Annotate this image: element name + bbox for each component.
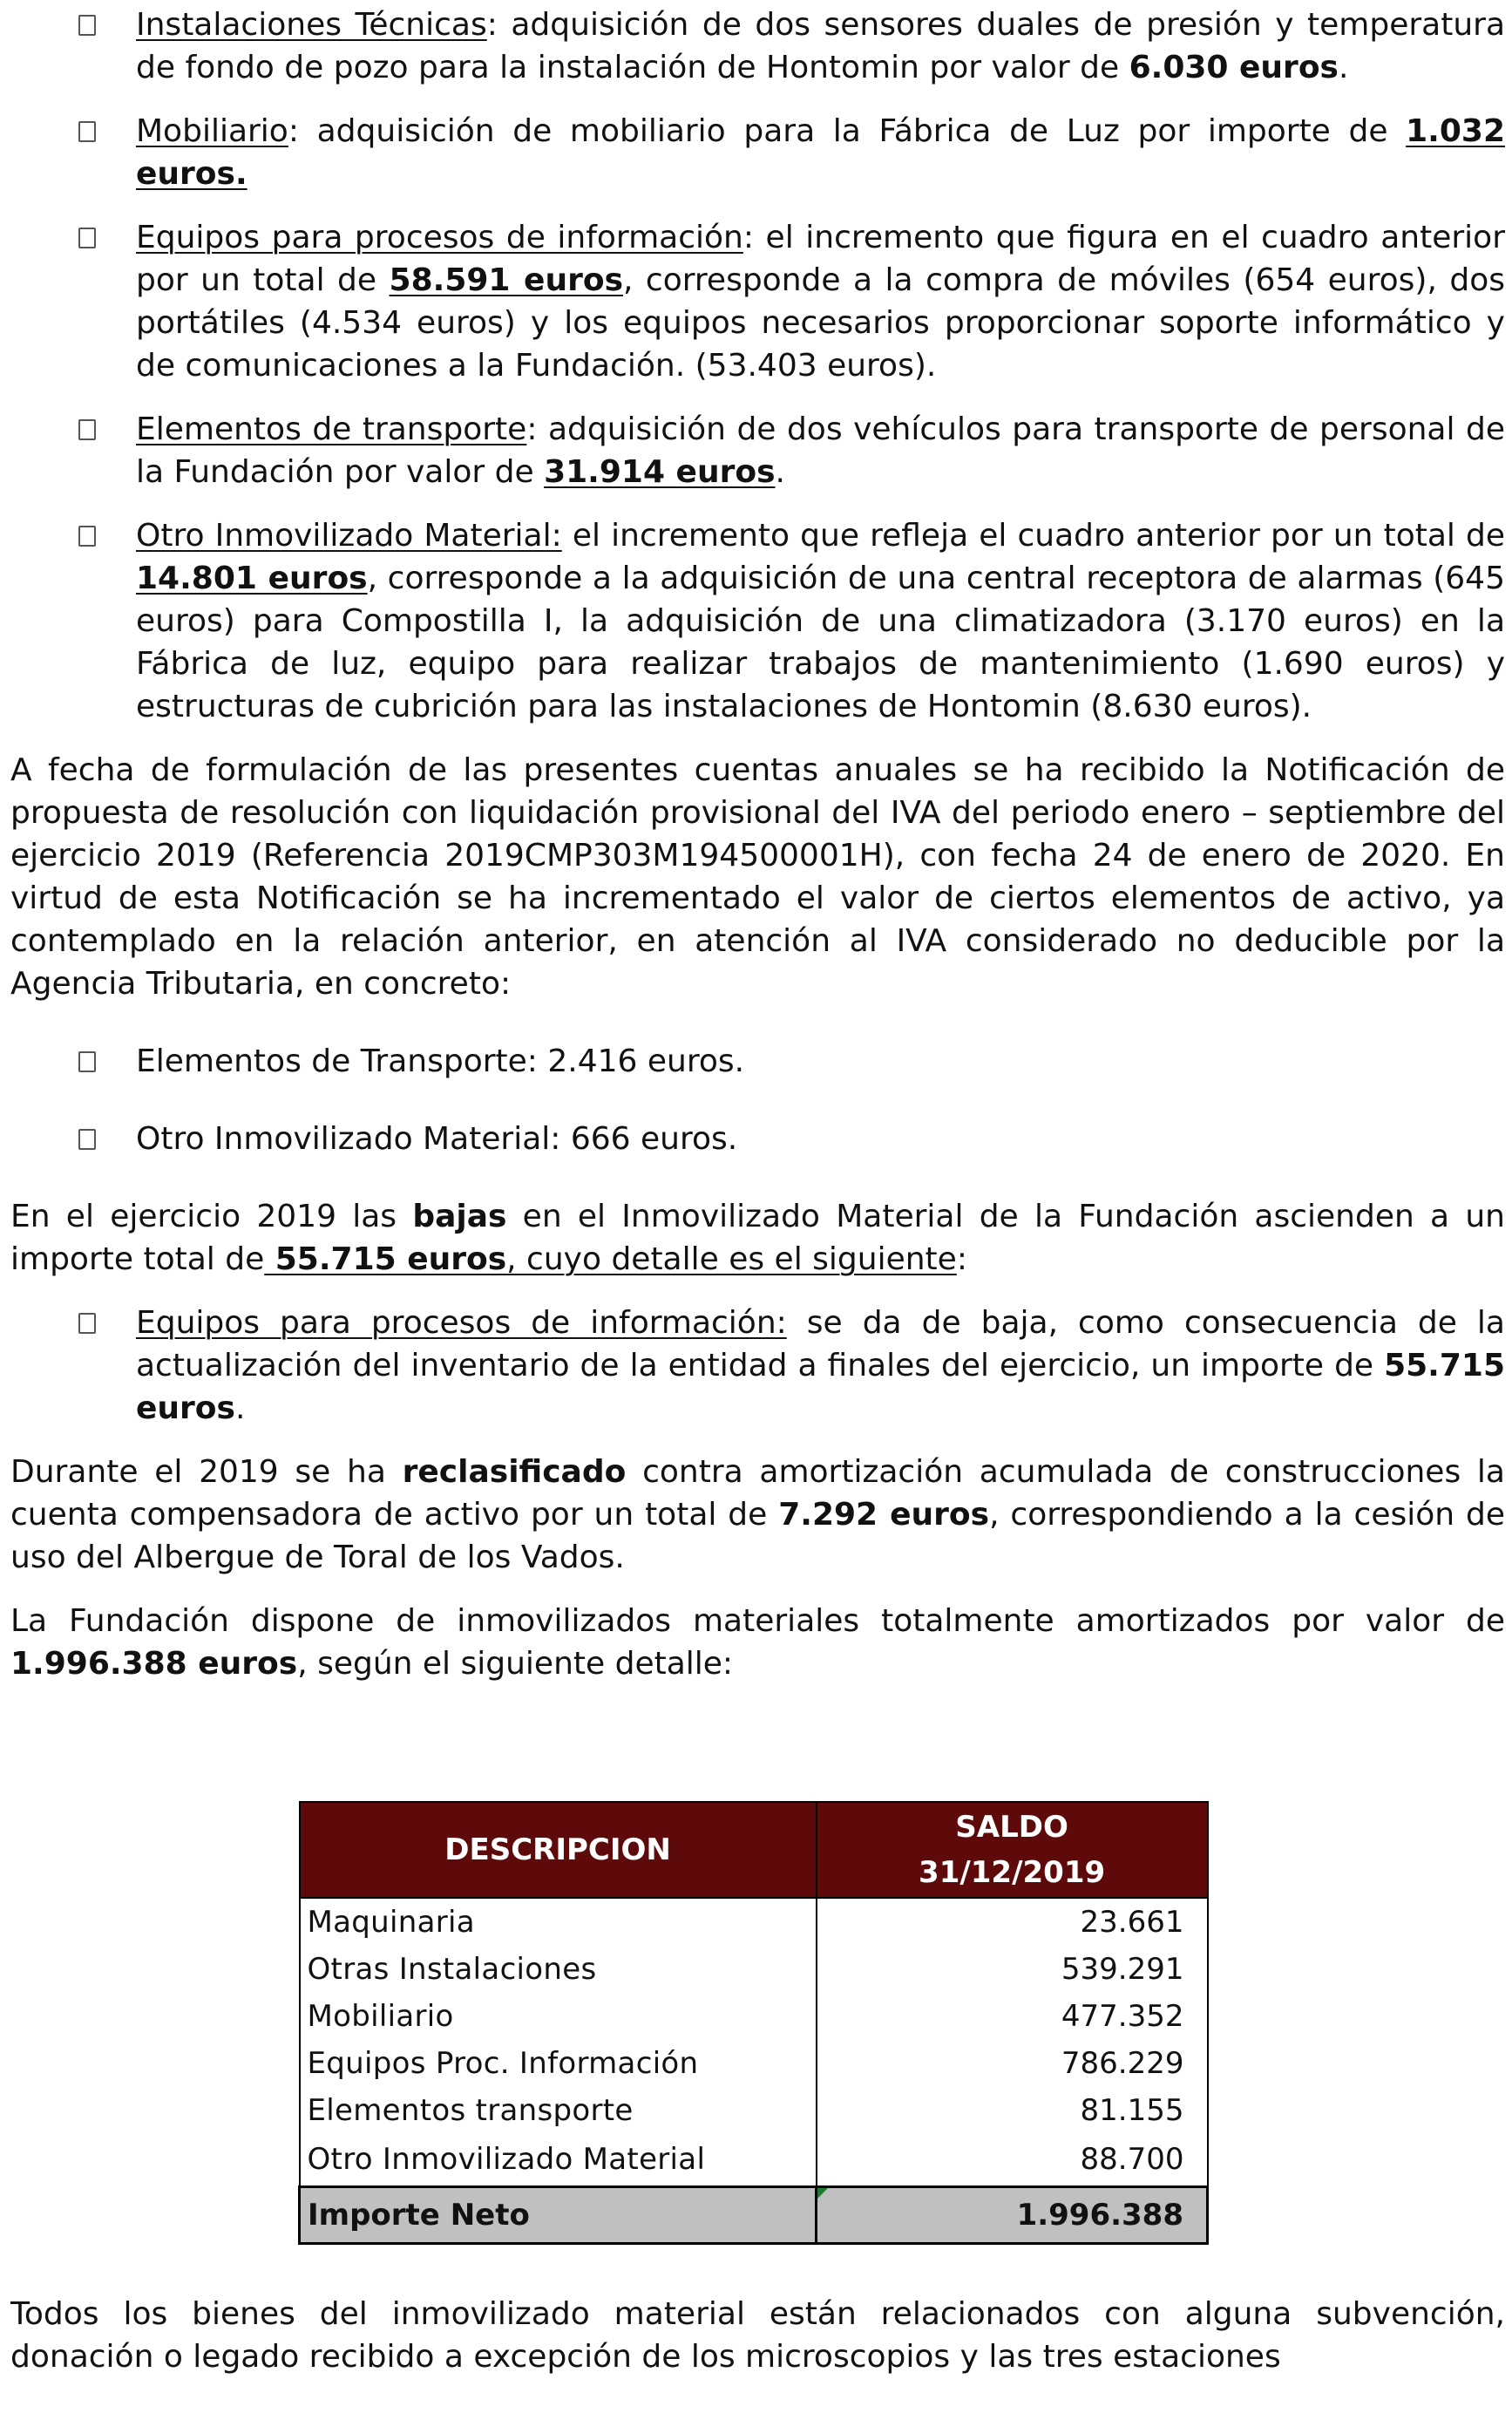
bullet-mobiliario <box>10 110 1505 195</box>
row-value: 88.700 <box>817 2134 1208 2186</box>
bullet-title: Otro Inmovilizado Material: <box>136 518 562 554</box>
bullet-title: Equipos para procesos de información: <box>136 1305 787 1341</box>
bullet-title: Instalaciones Técnicas <box>136 7 487 43</box>
bullet-iva-otro <box>10 1118 1505 1160</box>
bullet-equipos-informacion <box>10 216 1505 387</box>
total-label: Importe Neto <box>300 2186 817 2243</box>
table-row <box>300 1993 1208 2040</box>
amortizados-table-wrapper <box>298 1801 1209 2245</box>
table-header-row <box>300 1802 1208 1898</box>
paragraph-bajas <box>10 1195 1505 1281</box>
table-row <box>300 2087 1208 2134</box>
bullet-text: : el incremento que figura en el cuadro anterior por un total de <box>136 220 1506 298</box>
bullet-otro-inmovilizado <box>10 514 1505 728</box>
bullet-text: : adquisición de mobiliario para la Fábrica de Luz por importe de <box>288 113 1407 149</box>
document-page <box>10 3 1505 1685</box>
row-description: Mobiliario <box>300 1993 817 2040</box>
row-description: Otro Inmovilizado Material <box>300 2134 817 2186</box>
bullet-text: se da de baja, como consecuencia de la actualización del inventario de la entidad a finales del ejercicio, un importe de <box>136 1305 1505 1383</box>
total-value: 1.996.388 <box>817 2186 1208 2243</box>
row-description: Elementos transporte <box>300 2087 817 2134</box>
bullet-text: : adquisición de dos vehículos para transporte de personal de la Fundación por valor de <box>136 411 1505 490</box>
bullet-box-icon <box>78 228 96 248</box>
paragraph-reclasificado <box>10 1451 1505 1579</box>
bullet-text: Otro Inmovilizado Material: 666 euros. <box>136 1121 738 1157</box>
row-description: Otras Instalaciones <box>300 1946 817 1993</box>
text-run: , cuyo detalle es el siguiente <box>506 1241 957 1277</box>
text-run: en el Inmovilizado Material de la Fundación ascienden a un importe total de <box>10 1199 1505 1277</box>
header-saldo <box>817 1802 1208 1898</box>
bullet-tail: , corresponde a la compra de móviles (654 euros), dos portátiles (4.534 euros) y los equipos necesarios proporcionar soporte informático y de comunicaciones a la Fundación. (53.403 euros). <box>136 262 1505 384</box>
bullet-box-icon <box>78 419 96 440</box>
bullet-box-icon <box>78 1051 96 1072</box>
bullet-text: : adquisición de dos sensores duales de presión y temperatura de fondo de pozo para la instalación de Hontomin por valor de <box>136 7 1506 85</box>
row-description: Maquinaria <box>300 1898 817 1946</box>
text-run: En el ejercicio 2019 las <box>10 1199 413 1234</box>
text-run: , según el siguiente detalle: <box>297 1646 734 1682</box>
bullet-baja-equipos <box>10 1302 1505 1430</box>
bullet-instalaciones-tecnicas <box>10 3 1505 89</box>
bullet-amount: 1.032 euros. <box>136 113 1505 192</box>
amortizados-amount: 1.996.388 euros <box>10 1646 298 1682</box>
bullet-amount: 31.914 euros <box>544 454 776 490</box>
table-row <box>300 2040 1208 2087</box>
bold-text: bajas <box>412 1199 507 1234</box>
paragraph-notificacion: A fecha de formulación de las presentes cuentas anuales se ha recibido la Notificación de propuesta de resolución con liquidación provisional del IVA del periodo enero – septiembre del ejercicio 2019 (Referencia 2019CMP303M194500001H), con fecha 24 de enero de 2020. En virtud de esta Notificación se ha incrementado el valor de ciertos elementos de activo, ya contemplado en la relación anterior, en atención al IVA considerado no deducible por la Agencia Tributaria, en concreto: <box>10 752 1505 1002</box>
bullet-tail: . <box>775 454 785 490</box>
bullet-box-icon <box>78 526 96 547</box>
bullet-box-icon <box>78 15 96 36</box>
bold-text: reclasificado <box>402 1454 627 1490</box>
bullet-tail: , corresponde a la adquisición de una central receptora de alarmas (645 euros) para Compostilla I, la adquisición de una climatizadora (3.170 euros) en la Fábrica de luz, equipo para realizar trabajos de mantenimiento (1.690 euros) y estructuras de cubrición para las instalaciones de Hontomin (8.630 euros). <box>136 561 1505 724</box>
bullet-tail: . <box>234 1390 246 1426</box>
header-saldo-label: SALDO <box>955 1810 1068 1845</box>
row-value: 786.229 <box>817 2040 1208 2087</box>
bullet-box-icon <box>78 121 96 142</box>
header-descripcion: DESCRIPCION <box>300 1802 817 1898</box>
bullet-amount: 58.591 euros <box>389 262 623 298</box>
bullet-amount: 55.715 euros <box>136 1348 1505 1426</box>
row-description: Equipos Proc. Información <box>300 2040 817 2087</box>
bullet-box-icon <box>78 1313 96 1334</box>
paragraph-amortizados <box>10 1600 1505 1685</box>
paragraph-final: Todos los bienes del inmovilizado material están relacionados con alguna subvención, donación o legado recibido a excepción de los microscopios y las tres estaciones <box>10 2296 1505 2375</box>
bullet-title: Equipos para procesos de información <box>136 220 743 255</box>
text-run: , correspondiendo a la cesión de uso del Albergue de Toral de los Vados. <box>10 1497 1506 1575</box>
bullet-amount: 6.030 euros <box>1129 50 1339 85</box>
table-row <box>300 2134 1208 2186</box>
row-value: 539.291 <box>817 1946 1208 1993</box>
bullet-text: Elementos de Transporte: 2.416 euros. <box>136 1043 745 1079</box>
row-value: 23.661 <box>817 1898 1208 1946</box>
bullet-tail: . <box>1338 50 1349 85</box>
reclasif-amount: 7.292 euros <box>778 1497 990 1533</box>
bullet-text: el incremento que refleja el cuadro anterior por un total de <box>561 518 1506 554</box>
table-total-row <box>300 2186 1208 2243</box>
text-run: La Fundación dispone de inmovilizados materiales totalmente amortizados por valor de <box>10 1603 1505 1639</box>
bullet-elementos-transporte <box>10 408 1505 493</box>
row-value: 477.352 <box>817 1993 1208 2040</box>
bullet-title: Elementos de transporte <box>136 411 527 447</box>
bullet-title: Mobiliario <box>136 113 288 149</box>
bullet-amount: 14.801 euros <box>136 561 368 596</box>
header-saldo-date: 31/12/2019 <box>919 1855 1106 1890</box>
amortizados-table <box>298 1801 1209 2245</box>
row-value: 81.155 <box>817 2087 1208 2134</box>
bullet-iva-transporte <box>10 1040 1505 1083</box>
text-run: Durante el 2019 se ha <box>10 1454 403 1490</box>
text-run: : <box>956 1241 967 1277</box>
table-row <box>300 1898 1208 1946</box>
text-run: contra amortización acumulada de construcciones la cuenta compensadora de activo por un total de <box>10 1454 1505 1533</box>
table-row <box>300 1946 1208 1993</box>
bajas-amount: 55.715 euros <box>264 1241 507 1277</box>
bullet-box-icon <box>78 1129 96 1150</box>
